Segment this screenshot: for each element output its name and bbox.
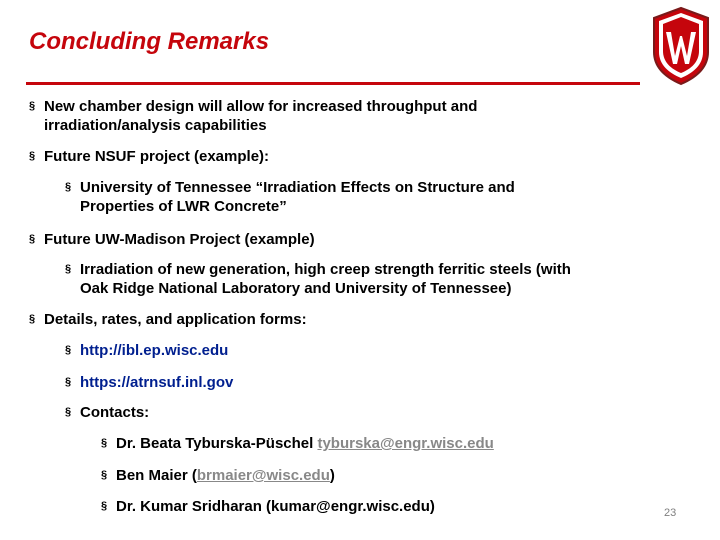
bullet-text: New chamber design will allow for increased throughput and [44,98,478,115]
sub-bullet-continuation: Properties of LWR Concrete” [80,198,287,215]
bullet-marker: § [101,437,108,449]
bullet-future-uw [29,230,315,249]
bullet-continuation: irradiation/analysis capabilities [44,117,267,134]
sub-bullet-ibl-url [65,341,229,360]
bullet-marker: § [65,263,72,275]
bullet-marker: § [101,500,108,512]
bullet-text: Details, rates, and application forms: [44,311,307,328]
bullet-future-nsuf [29,147,270,166]
sub-bullet-tennessee [65,178,515,197]
contact-sridharan [101,497,435,516]
sub-bullet-contacts [65,403,150,422]
contact-name: Dr. Beata Tyburska-Püschel [116,435,318,452]
contact-maier [101,466,335,485]
bullet-text: Future UW-Madison Project (example) [44,231,315,248]
contact-name: Ben Maier ( [116,467,197,484]
bullet-marker: § [65,376,72,388]
contact-paren: ) [329,467,335,484]
sub-bullet-ferritic [65,260,571,279]
contact-text: Dr. Kumar Sridharan (kumar@engr.wisc.edu) [116,498,435,515]
bullet-marker: § [29,313,36,325]
bullet-marker: § [65,344,72,356]
contact-tyburska [101,434,494,453]
atrnsuf-link[interactable]: https://atrnsuf.inl.gov [80,374,234,391]
email-link[interactable]: tyburska@engr.wisc.edu [317,435,494,452]
bullet-marker: § [65,406,72,418]
bullet-marker: § [65,181,72,193]
bullet-details [29,310,307,329]
bullet-text: Future NSUF project (example): [44,148,270,165]
bullet-marker: § [29,100,36,112]
bullet-text: Irradiation of new generation, high creep strength ferritic steels (with [80,261,571,278]
sub-bullet-continuation: Oak Ridge National Laboratory and University of Tennessee) [80,280,512,297]
ibl-link[interactable]: http://ibl.ep.wisc.edu [80,342,229,359]
bullet-text: Contacts: [80,404,150,421]
bullet-marker: § [101,469,108,481]
bullet-new-chamber [29,97,478,116]
bullet-marker: § [29,233,36,245]
bullet-marker: § [29,150,36,162]
slide-title: Concluding Remarks [29,28,270,55]
bullet-text: University of Tennessee “Irradiation Effects on Structure and [80,179,515,196]
page-number: 23 [664,507,677,519]
sub-bullet-atr-url [65,373,234,392]
email-link[interactable]: brmaier@wisc.edu [196,467,330,484]
